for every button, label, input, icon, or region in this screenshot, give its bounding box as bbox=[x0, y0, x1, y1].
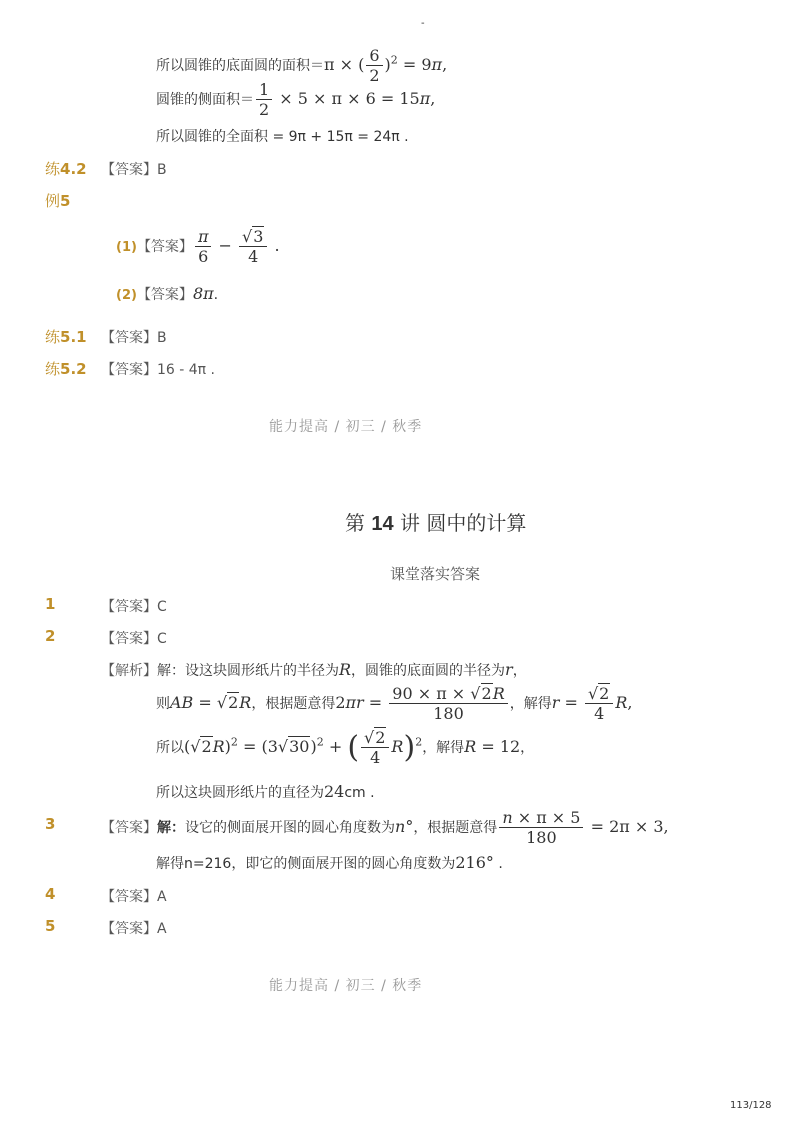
question-5-number: 5 bbox=[45, 917, 56, 935]
example-5-label: 例5 bbox=[45, 192, 71, 210]
question-4-number: 4 bbox=[45, 885, 56, 903]
question-2-analysis-line2: 则AB = √2R，根据题意得2πr = $\frac{90 \times \pi \times √2R}{180}$ ，解得r = $\frac{√2}{4}$ R, bbox=[156, 684, 633, 723]
example-5-1-answer: (1)【答案】 $\frac{\pi}{6}$ − $\frac{√3}{4}$ . bbox=[116, 227, 280, 266]
exercise-5-1-answer: 【答案】B bbox=[101, 330, 167, 346]
question-2-number: 2 bbox=[45, 627, 56, 645]
lecture-title: 第 14 讲 圆中的计算 bbox=[345, 511, 527, 535]
exercise-5-1-label: 练5.1 bbox=[45, 328, 87, 346]
question-4-answer: 【答案】A bbox=[101, 889, 167, 905]
exercise-5-2-label: 练5.2 bbox=[45, 360, 87, 378]
question-2-analysis-line1: 【解析】解：设这块圆形纸片的半径为R，圆锥的底面圆的半径为r， bbox=[101, 660, 527, 679]
question-3-line2: 解得n=216，即它的侧面展开图的圆心角度数为216° . bbox=[156, 853, 503, 872]
question-2-answer: 【答案】C bbox=[101, 631, 167, 647]
question-2-analysis-line3: 所以$(√2R)^2 = (3√30)^2$ + ( $\frac{√2}{4}$ R)$^2$，解得R = 12， bbox=[156, 728, 535, 767]
lecture-subtitle: 课堂落实答案 bbox=[390, 565, 481, 583]
question-5-answer: 【答案】A bbox=[101, 921, 167, 937]
example-5-2-answer: (2)【答案】8π. bbox=[116, 284, 219, 303]
cone-base-area-line: 所以圆锥的底面圆的面积＝π × ( $\frac{6}{2}$ )$^2$ = 9π, bbox=[156, 46, 448, 85]
page-footer-bottom: 能力提高 / 初三 / 秋季 bbox=[269, 978, 423, 994]
page-footer-top: 能力提高 / 初三 / 秋季 bbox=[269, 419, 423, 435]
exercise-5-2-answer: 【答案】16 - 4π . bbox=[101, 362, 216, 378]
question-2-analysis-line4: 所以这块圆形纸片的直径为24cm . bbox=[156, 782, 375, 801]
cone-total-area-line: 所以圆锥的全面积 = 9π + 15π = 24π . bbox=[156, 129, 409, 145]
question-3-number: 3 bbox=[45, 815, 56, 833]
exercise-4-2-label: 练4.2 bbox=[45, 160, 87, 178]
question-1-answer: 【答案】C bbox=[101, 599, 167, 615]
top-mark: - bbox=[421, 18, 425, 29]
question-3-line1: 【答案】解：设它的侧面展开图的圆心角度数为n°，根据题意得 $\frac{n \times \pi \times 5}{180}$ = 2π × 3, bbox=[101, 808, 669, 847]
cone-lateral-area-line: 圆锥的侧面积＝ $\frac{1}{2}$ × 5 × π × 6 = 15π, bbox=[156, 80, 436, 119]
exercise-4-2-answer: 【答案】B bbox=[101, 162, 167, 178]
question-1-number: 1 bbox=[45, 595, 56, 613]
page-number: 113/128 bbox=[730, 1100, 772, 1111]
